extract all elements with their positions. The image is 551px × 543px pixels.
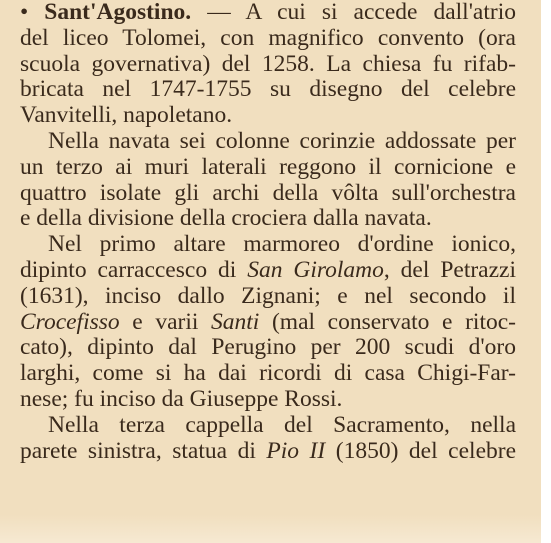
text-line bbox=[20, 230, 516, 258]
italic-text: Santi bbox=[211, 308, 260, 335]
text-run: e varii bbox=[119, 308, 212, 335]
text-run: scuola governativa) del 1258. La chiesa fu rifab- bbox=[20, 50, 516, 77]
text-run: e della divisione della crociera dalla navata. bbox=[20, 205, 432, 232]
text-run: • bbox=[20, 0, 45, 25]
text-run: un terzo ai muri laterali reggono il cornicione e bbox=[20, 153, 516, 180]
text-line bbox=[20, 333, 516, 361]
text-run: Nella terza cappella del Sacramento, nella bbox=[48, 411, 516, 438]
text-run: (1850) del celebre bbox=[325, 437, 517, 464]
text-line bbox=[20, 0, 516, 26]
italic-text: Pio II bbox=[266, 437, 326, 464]
text-run: dipinto carraccesco di bbox=[20, 257, 248, 283]
text-line bbox=[20, 50, 516, 78]
text-run: quattro isolate gli archi della vôlta sull'orchestra bbox=[20, 179, 516, 206]
text-line bbox=[20, 127, 516, 155]
text-run: Nel primo altare marmoreo d'ordine ionico, bbox=[48, 231, 516, 258]
text-run: Vanvitelli, napoletano. bbox=[20, 102, 233, 129]
text-line bbox=[20, 204, 516, 232]
text-line bbox=[20, 75, 516, 103]
italic-text: San Girolamo bbox=[247, 257, 384, 283]
text-line bbox=[20, 359, 516, 387]
bold-heading-text: Sant'Agostino. bbox=[44, 0, 192, 25]
text-line bbox=[20, 437, 516, 465]
text-line bbox=[20, 411, 516, 439]
scan-edge bbox=[541, 0, 551, 543]
text-run: — A cui si accede dall'atrio bbox=[191, 0, 516, 25]
text-run: larghi, come si ha dai ricordi di casa Chigi-Far- bbox=[20, 360, 516, 387]
text-line bbox=[20, 256, 516, 284]
text-line bbox=[20, 282, 516, 310]
text-run: Nella navata sei colonne corinzie addossate per bbox=[48, 128, 516, 154]
text-line bbox=[20, 179, 516, 207]
text-line bbox=[20, 153, 516, 181]
text-run: parete sinistra, statua di bbox=[20, 437, 267, 464]
text-line bbox=[20, 24, 516, 52]
italic-text: Crocefisso bbox=[20, 308, 120, 335]
text-run: cato), dipinto dal Perugino per 200 scudi d'oro bbox=[20, 334, 516, 361]
text-run: del liceo Tolomei, con magnifico convento (ora bbox=[20, 24, 516, 51]
text-run: bricata nel 1747-1755 su disegno del celebre bbox=[20, 76, 516, 103]
page-bottom-margin bbox=[0, 515, 541, 543]
text-line bbox=[20, 385, 516, 413]
text-line bbox=[20, 308, 516, 336]
text-run: nese; fu inciso da Giuseppe Rossi. bbox=[20, 386, 343, 412]
text-run: (1631), inciso dallo Zignani; e nel secondo il bbox=[20, 282, 516, 309]
text-line bbox=[20, 101, 516, 129]
text-run: (mal conservato e ritoc- bbox=[259, 308, 516, 335]
text-run: , del Petrazzi bbox=[383, 257, 516, 283]
